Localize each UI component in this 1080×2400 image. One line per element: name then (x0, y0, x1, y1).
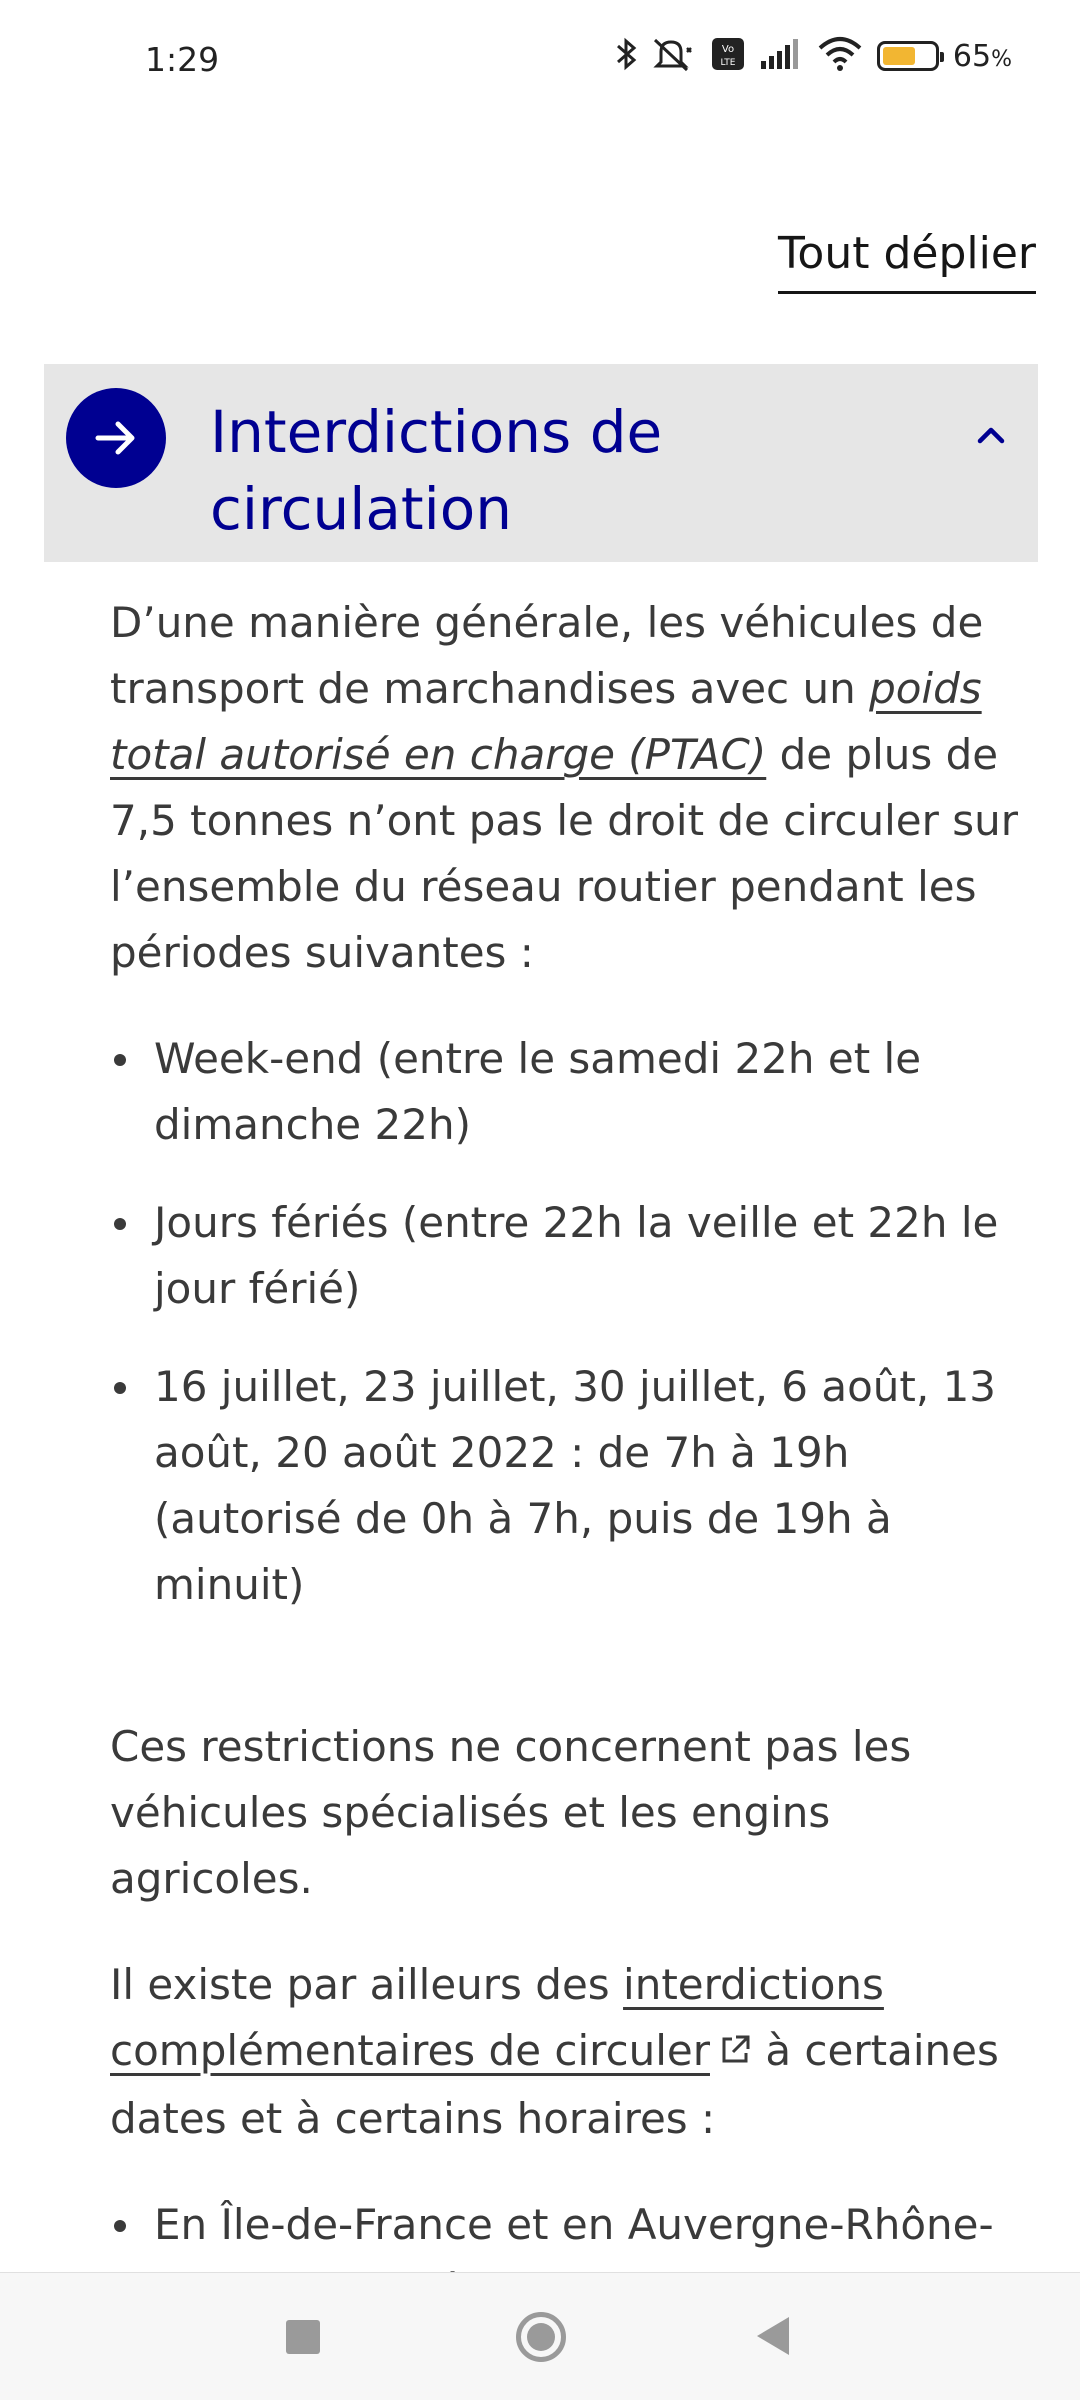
recents-square-icon[interactable] (286, 2320, 320, 2354)
intro-paragraph: D’une manière générale, les véhicules de transport de marchandises avec un poids total autorisé en charge (PTAC) de plus de 7,5 tonnes n’ont pas le droit de circuler sur l’ensemble du réseau routier pendant les périodes suivantes : (110, 598, 1018, 977)
system-navigation-bar (0, 2272, 1080, 2400)
list-item: 16 juillet, 23 juillet, 30 juillet, 6 août, 13 août, 20 août 2022 : de 7h à 19h (autorisé de 0h à 7h, puis de 19h à minuit) (110, 1354, 1040, 1618)
chevron-up-icon[interactable] (974, 419, 1008, 457)
external-link-icon (718, 2020, 752, 2086)
battery-icon (877, 41, 939, 71)
wifi-icon (817, 36, 863, 76)
list-item: Week-end (entre le samedi 22h et le dimanche 22h) (110, 1026, 1040, 1158)
svg-text:LTE: LTE (720, 58, 736, 68)
accordion-header-interdictions[interactable] (44, 364, 1038, 562)
extra-paragraph: Il existe par ailleurs des interdictions complémentaires de circuler à certaines dates et à certains horaires : (110, 1960, 999, 2143)
ptac-link[interactable]: poids total autorisé en charge (PTAC) (110, 664, 982, 779)
volte-icon (711, 37, 745, 75)
accordion-title-line2: circulation (210, 475, 512, 543)
signal-icon (759, 37, 803, 75)
accordion-content (110, 590, 1040, 2400)
mute-icon (653, 36, 697, 76)
home-circle-icon[interactable] (516, 2312, 566, 2362)
exemption-paragraph: Ces restrictions ne concernent pas les véhicules spécialisés et les engins agricoles. (110, 1722, 912, 1903)
spacer (110, 1658, 1040, 1714)
list-item: En Île-de-France et en Auvergne-Rhône- (110, 2192, 1040, 2324)
status-bar (0, 0, 1080, 120)
status-icons (615, 36, 1012, 76)
expand-all-button[interactable]: Tout déplier (778, 228, 1036, 294)
list-item: Jours fériés (entre 22h la veille et 22h le jour férié) (110, 1190, 1040, 1322)
svg-text:Vo: Vo (721, 44, 734, 55)
bluetooth-icon (615, 36, 639, 76)
battery-percent: 65% (952, 38, 1012, 74)
complementary-interdictions-link[interactable]: interdictions complémentaires de circuler (110, 1960, 884, 2075)
arrow-right-icon (66, 388, 166, 488)
accordion-title (210, 394, 910, 548)
status-time: 1:29 (145, 40, 220, 79)
back-triangle-icon[interactable] (755, 2315, 791, 2361)
periods-list (110, 1026, 1040, 1618)
accordion-title-line1: Interdictions de (210, 398, 663, 466)
